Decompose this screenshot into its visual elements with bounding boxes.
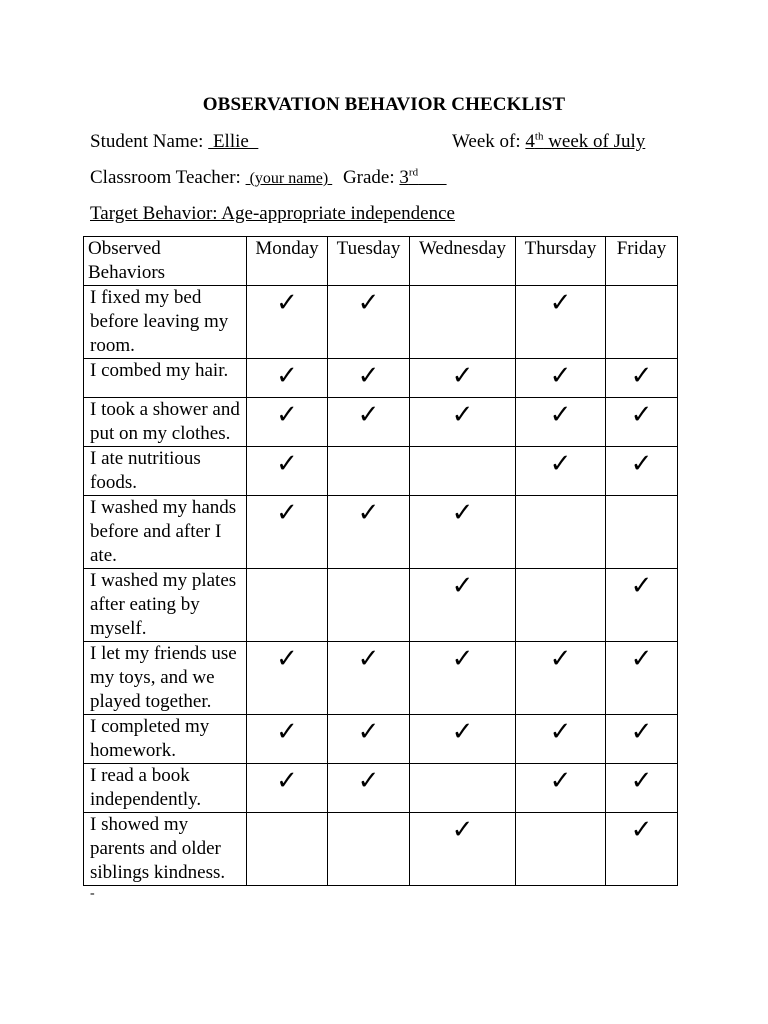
check-cell-monday xyxy=(247,715,328,764)
check-cell-thursday xyxy=(516,447,606,496)
grade-value xyxy=(399,167,446,188)
header-observed-behaviors: Observed Behaviors xyxy=(84,237,247,286)
check-cell-wednesday xyxy=(410,715,516,764)
week-of-label: Week of: xyxy=(452,131,521,152)
check-cell-wednesday xyxy=(410,447,516,496)
table-row xyxy=(84,569,678,642)
check-cell-wednesday xyxy=(410,642,516,715)
check-cell-thursday xyxy=(516,642,606,715)
checkmark-icon: ✓ xyxy=(630,717,653,747)
checkmark-icon: ✓ xyxy=(451,717,474,747)
check-cell-wednesday xyxy=(410,286,516,359)
check-cell-friday xyxy=(606,642,678,715)
table-row xyxy=(84,813,678,886)
checkmark-icon: ✓ xyxy=(451,815,474,845)
check-cell-tuesday xyxy=(328,764,410,813)
table-row xyxy=(84,398,678,447)
week-of-line xyxy=(452,131,645,153)
behavior-cell: I fixed my bed before leaving my room. xyxy=(84,286,247,359)
checkmark-icon: ✓ xyxy=(549,400,572,430)
check-cell-tuesday xyxy=(328,398,410,447)
check-cell-tuesday xyxy=(328,286,410,359)
check-cell-monday xyxy=(247,286,328,359)
check-cell-monday xyxy=(247,764,328,813)
checkmark-icon: ✓ xyxy=(549,644,572,674)
check-cell-monday xyxy=(247,569,328,642)
behavior-cell: I washed my plates after eating by myself. xyxy=(84,569,247,642)
checkmark-icon: ✓ xyxy=(451,400,474,430)
checkmark-icon: ✓ xyxy=(357,644,380,674)
teacher-label: Classroom Teacher: xyxy=(90,167,241,188)
trailing-dash: - xyxy=(90,886,95,901)
check-cell-tuesday xyxy=(328,813,410,886)
checkmark-icon: ✓ xyxy=(357,361,380,391)
check-cell-friday xyxy=(606,496,678,569)
behavior-cell: I showed my parents and older siblings kindness. xyxy=(84,813,247,886)
table-row xyxy=(84,764,678,813)
check-cell-friday xyxy=(606,764,678,813)
checkmark-icon: ✓ xyxy=(357,288,380,318)
check-cell-monday xyxy=(247,496,328,569)
page-title: OBSERVATION BEHAVIOR CHECKLIST xyxy=(202,94,566,115)
check-cell-friday xyxy=(606,398,678,447)
behavior-cell: I completed my homework. xyxy=(84,715,247,764)
student-name-label: Student Name: xyxy=(90,131,204,152)
teacher-value: (your name) xyxy=(245,170,333,187)
grade-label: Grade: xyxy=(342,167,395,188)
table-row xyxy=(84,359,678,398)
check-cell-tuesday xyxy=(328,715,410,764)
grade-ordinal: rd xyxy=(408,166,419,179)
checkmark-icon: ✓ xyxy=(549,288,572,318)
week-ordinal: th xyxy=(534,130,544,143)
checkmark-icon: ✓ xyxy=(451,571,474,601)
checkmark-icon: ✓ xyxy=(276,400,298,430)
check-cell-friday xyxy=(606,569,678,642)
checkmark-icon: ✓ xyxy=(276,449,298,479)
check-cell-tuesday xyxy=(328,359,410,398)
check-cell-thursday xyxy=(516,764,606,813)
header-friday: Friday xyxy=(606,237,678,286)
checkmark-icon: ✓ xyxy=(357,766,380,796)
checkmark-icon: ✓ xyxy=(276,717,298,747)
check-cell-friday xyxy=(606,447,678,496)
checkmark-icon: ✓ xyxy=(276,766,298,796)
check-cell-thursday xyxy=(516,715,606,764)
table-header-row xyxy=(84,237,678,286)
checkmark-icon: ✓ xyxy=(276,288,298,318)
checkmark-icon: ✓ xyxy=(357,400,380,430)
table-row xyxy=(84,496,678,569)
table-row xyxy=(84,642,678,715)
check-cell-monday xyxy=(247,398,328,447)
grade-number: 3 xyxy=(399,167,409,188)
behavior-cell: I combed my hair. xyxy=(84,359,247,398)
behavior-cell: I read a book independently. xyxy=(84,764,247,813)
header-wednesday: Wednesday xyxy=(410,237,516,286)
checkmark-icon: ✓ xyxy=(451,498,474,528)
check-cell-tuesday xyxy=(328,569,410,642)
check-cell-wednesday xyxy=(410,764,516,813)
checkmark-icon: ✓ xyxy=(630,449,653,479)
week-text: week of July xyxy=(543,131,646,152)
checkmark-icon: ✓ xyxy=(357,498,380,528)
check-cell-thursday xyxy=(516,286,606,359)
check-cell-thursday xyxy=(516,496,606,569)
check-cell-monday xyxy=(247,359,328,398)
header-thursday: Thursday xyxy=(516,237,606,286)
target-behavior: Target Behavior: Age-appropriate independence xyxy=(90,203,455,224)
table-row xyxy=(84,447,678,496)
check-cell-wednesday xyxy=(410,359,516,398)
check-cell-wednesday xyxy=(410,569,516,642)
checkmark-icon: ✓ xyxy=(549,361,572,391)
student-name-value: Ellie xyxy=(208,131,259,152)
check-cell-wednesday xyxy=(410,398,516,447)
checkmark-icon: ✓ xyxy=(276,361,298,391)
checkmark-icon: ✓ xyxy=(549,717,572,747)
checkmark-icon: ✓ xyxy=(276,644,298,674)
checkmark-icon: ✓ xyxy=(630,815,653,845)
checkmark-icon: ✓ xyxy=(549,449,572,479)
checkmark-icon: ✓ xyxy=(451,361,474,391)
checkmark-icon: ✓ xyxy=(451,644,474,674)
checklist-table xyxy=(83,236,678,886)
teacher-line xyxy=(90,167,447,189)
check-cell-monday xyxy=(247,447,328,496)
check-cell-tuesday xyxy=(328,496,410,569)
check-cell-monday xyxy=(247,813,328,886)
check-cell-wednesday xyxy=(410,496,516,569)
checkmark-icon: ✓ xyxy=(630,400,653,430)
checkmark-icon: ✓ xyxy=(630,361,653,391)
header-monday: Monday xyxy=(247,237,328,286)
table-row xyxy=(84,715,678,764)
header-tuesday: Tuesday xyxy=(328,237,410,286)
check-cell-friday xyxy=(606,359,678,398)
check-cell-friday xyxy=(606,286,678,359)
check-cell-wednesday xyxy=(410,813,516,886)
checkmark-icon: ✓ xyxy=(630,571,653,601)
behavior-cell: I let my friends use my toys, and we played together. xyxy=(84,642,247,715)
checkmark-icon: ✓ xyxy=(549,766,572,796)
week-of-value xyxy=(525,131,645,152)
behavior-cell: I took a shower and put on my clothes. xyxy=(84,398,247,447)
checkmark-icon: ✓ xyxy=(357,717,380,747)
behavior-cell: I washed my hands before and after I ate. xyxy=(84,496,247,569)
check-cell-friday xyxy=(606,715,678,764)
check-cell-thursday xyxy=(516,569,606,642)
check-cell-thursday xyxy=(516,398,606,447)
table-row xyxy=(84,286,678,359)
check-cell-tuesday xyxy=(328,447,410,496)
checkmark-icon: ✓ xyxy=(276,498,298,528)
behavior-cell: I ate nutritious foods. xyxy=(84,447,247,496)
check-cell-thursday xyxy=(516,359,606,398)
check-cell-friday xyxy=(606,813,678,886)
check-cell-thursday xyxy=(516,813,606,886)
student-name-line xyxy=(90,131,258,153)
check-cell-monday xyxy=(247,642,328,715)
checkmark-icon: ✓ xyxy=(630,644,653,674)
check-cell-tuesday xyxy=(328,642,410,715)
week-number: 4 xyxy=(525,131,535,152)
checkmark-icon: ✓ xyxy=(630,766,653,796)
